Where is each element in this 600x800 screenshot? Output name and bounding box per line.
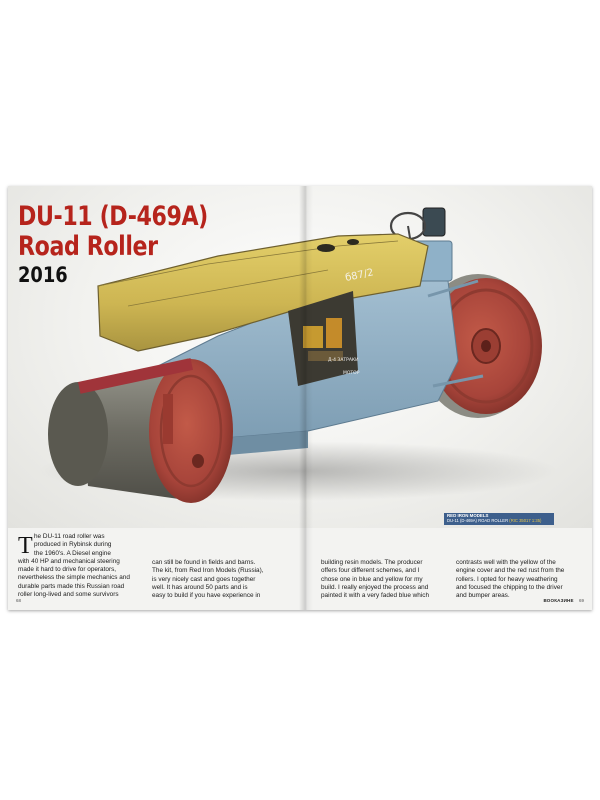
caption-kit-number: (RIC 35017 1:35) bbox=[509, 518, 542, 523]
text-line: engine cover and the red rust from the bbox=[456, 567, 565, 575]
caption-kit-name: DU-11 (D-469A) ROAD ROLLER bbox=[447, 518, 509, 523]
article-title-line2: Road Roller bbox=[18, 231, 158, 262]
text-line: nevertheless the simple mechanics and bbox=[18, 574, 130, 582]
text-line: roller long-lived and some survivors bbox=[18, 591, 119, 599]
page-number-left: 68 bbox=[16, 598, 22, 603]
text-line: painted it with a very faded blue which bbox=[321, 592, 429, 600]
text-line: he DU-11 road roller was bbox=[34, 533, 105, 540]
magazine-spread bbox=[8, 186, 592, 610]
text-line: and bumper areas. bbox=[456, 592, 510, 600]
caption-kit bbox=[447, 518, 551, 523]
text-line: and focused the chipping to the driver bbox=[456, 583, 563, 591]
front-roller bbox=[48, 358, 233, 503]
text-line: chose one in blue and yellow for my bbox=[321, 575, 423, 583]
text-line: well. It has around 50 parts and is bbox=[152, 583, 248, 591]
article-title-line1: DU-11 (D-469A) bbox=[18, 201, 208, 232]
text-line: is very nicely cast and goes together bbox=[152, 575, 256, 583]
text-line: durable parts made this Russian road bbox=[18, 582, 125, 590]
page-footer-right bbox=[543, 598, 584, 603]
text-line: with 40 HP and mechanical steering bbox=[18, 557, 120, 565]
photo-caption bbox=[444, 513, 554, 525]
text-line: produced in Rybinsk during bbox=[34, 541, 112, 549]
drop-cap: T bbox=[18, 533, 33, 559]
article-title-block bbox=[18, 202, 250, 288]
side-text-1: Д-4 ЗАТРАКИ bbox=[328, 358, 359, 363]
text-line: the 1960's. A Diesel engine bbox=[34, 549, 111, 557]
text-line: The kit, from Red Iron Models (Russia), bbox=[152, 567, 264, 575]
side-text-2: МОТОР bbox=[343, 371, 360, 376]
text-line: can still be found in fields and barns. bbox=[152, 559, 256, 566]
text-line: rollers. I opted for heavy weathering bbox=[456, 575, 558, 583]
text-line: offers four different schemes, and I bbox=[321, 567, 420, 575]
caption-manufacturer: RED IRON MODELS bbox=[447, 513, 489, 518]
text-column-2 bbox=[152, 559, 264, 600]
text-column-4 bbox=[456, 559, 564, 600]
text-line: contrasts well with the yellow of the bbox=[456, 559, 556, 566]
text-line: easy to build if you have experience in bbox=[152, 592, 261, 600]
text-column-3 bbox=[321, 559, 429, 600]
text-line: building resin models. The producer bbox=[321, 559, 423, 566]
hood-number: б87/2 bbox=[344, 267, 375, 284]
text-column-1 bbox=[18, 533, 130, 599]
text-line: build. I really enjoyed the process and bbox=[321, 583, 429, 591]
text-line: made it hard to drive for operators, bbox=[18, 566, 117, 574]
article-year: 2016 bbox=[18, 263, 68, 287]
magazine-mark: ВООКАЗИНЕ bbox=[543, 598, 574, 603]
page-number-right: 69 bbox=[578, 598, 584, 603]
